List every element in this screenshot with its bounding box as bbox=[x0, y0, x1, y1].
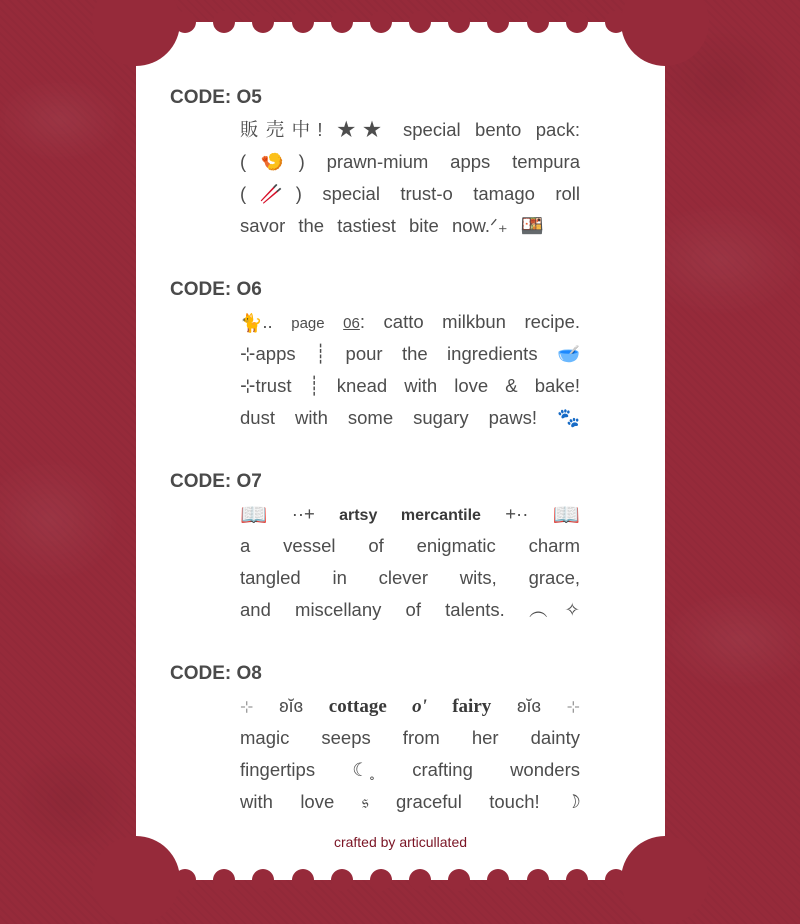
section-body bbox=[240, 690, 580, 818]
ticket-corner-notch bbox=[92, 0, 180, 66]
shop-title: artsy mercantile bbox=[339, 507, 481, 524]
open-book-icon: 📖 bbox=[552, 503, 581, 528]
section-body bbox=[240, 306, 580, 434]
recipe-title-line bbox=[240, 306, 580, 338]
section-code-o8 bbox=[170, 662, 610, 818]
cat-icon: 🐈 bbox=[240, 313, 263, 334]
body-line: with love 𝔰 graceful touch! ☽ bbox=[240, 791, 580, 812]
code-heading: CODE: O6 bbox=[170, 279, 262, 300]
section-body bbox=[240, 498, 580, 626]
recipe-title: : catto milkbun recipe. bbox=[359, 311, 581, 332]
code-heading: CODE: O8 bbox=[170, 663, 262, 684]
body-line: 販売中! ★★ special bento pack: bbox=[240, 119, 580, 140]
section-code-o5 bbox=[170, 86, 610, 242]
wings-icon: ʚĭɞ bbox=[279, 695, 304, 716]
section-code-o7 bbox=[170, 470, 610, 626]
credit-text: crafted by articullated bbox=[333, 834, 468, 850]
code-heading: CODE: O7 bbox=[170, 471, 262, 492]
body-line: fingertips ☾˳ crafting wonders bbox=[240, 759, 580, 780]
body-line: ⊹trust ┊ knead with love & bake! bbox=[240, 375, 580, 396]
section-code-o6 bbox=[170, 278, 610, 434]
wings-icon: ʚĭɞ bbox=[517, 695, 541, 716]
dots: .. bbox=[262, 311, 273, 332]
sparkle-icon: ⊹ bbox=[566, 699, 581, 716]
body-line: (🥢) special trust-o tamago roll bbox=[240, 183, 580, 204]
ticket-corner-notch bbox=[621, 0, 709, 66]
ticket-top-scallops bbox=[174, 11, 627, 33]
body-line: (🍤) prawn-mium apps tempura bbox=[240, 151, 580, 172]
ticket-bottom-scallops bbox=[174, 869, 627, 891]
body-line: a vessel of enigmatic charm bbox=[240, 535, 580, 556]
body-line: tangled in clever wits, grace, bbox=[240, 567, 580, 588]
title-decoration: +·· bbox=[505, 503, 529, 524]
title-decoration: ··+ bbox=[291, 503, 315, 524]
body-line: savor the tastiest bite now.ᐟ₊ 🍱 bbox=[240, 215, 544, 236]
page-number: 06 bbox=[343, 315, 360, 332]
open-book-icon: 📖 bbox=[240, 503, 268, 528]
body-line: ⊹apps ┊ pour the ingredients 🥣 bbox=[240, 343, 580, 364]
shop-title: cottage o' fairy bbox=[328, 696, 492, 717]
body-line: magic seeps from her dainty bbox=[240, 727, 580, 748]
body-line: dust with some sugary paws! 🐾 bbox=[240, 407, 580, 428]
page-label: page bbox=[291, 315, 325, 332]
shop-title-line bbox=[240, 690, 580, 722]
shop-title-line bbox=[240, 498, 580, 530]
section-body bbox=[240, 114, 580, 242]
ticket-card bbox=[136, 22, 665, 880]
sparkle-icon: ⊹ bbox=[240, 699, 254, 716]
code-heading: CODE: O5 bbox=[170, 87, 262, 108]
body-line: and miscellany of talents. ︵✧ bbox=[240, 599, 580, 620]
